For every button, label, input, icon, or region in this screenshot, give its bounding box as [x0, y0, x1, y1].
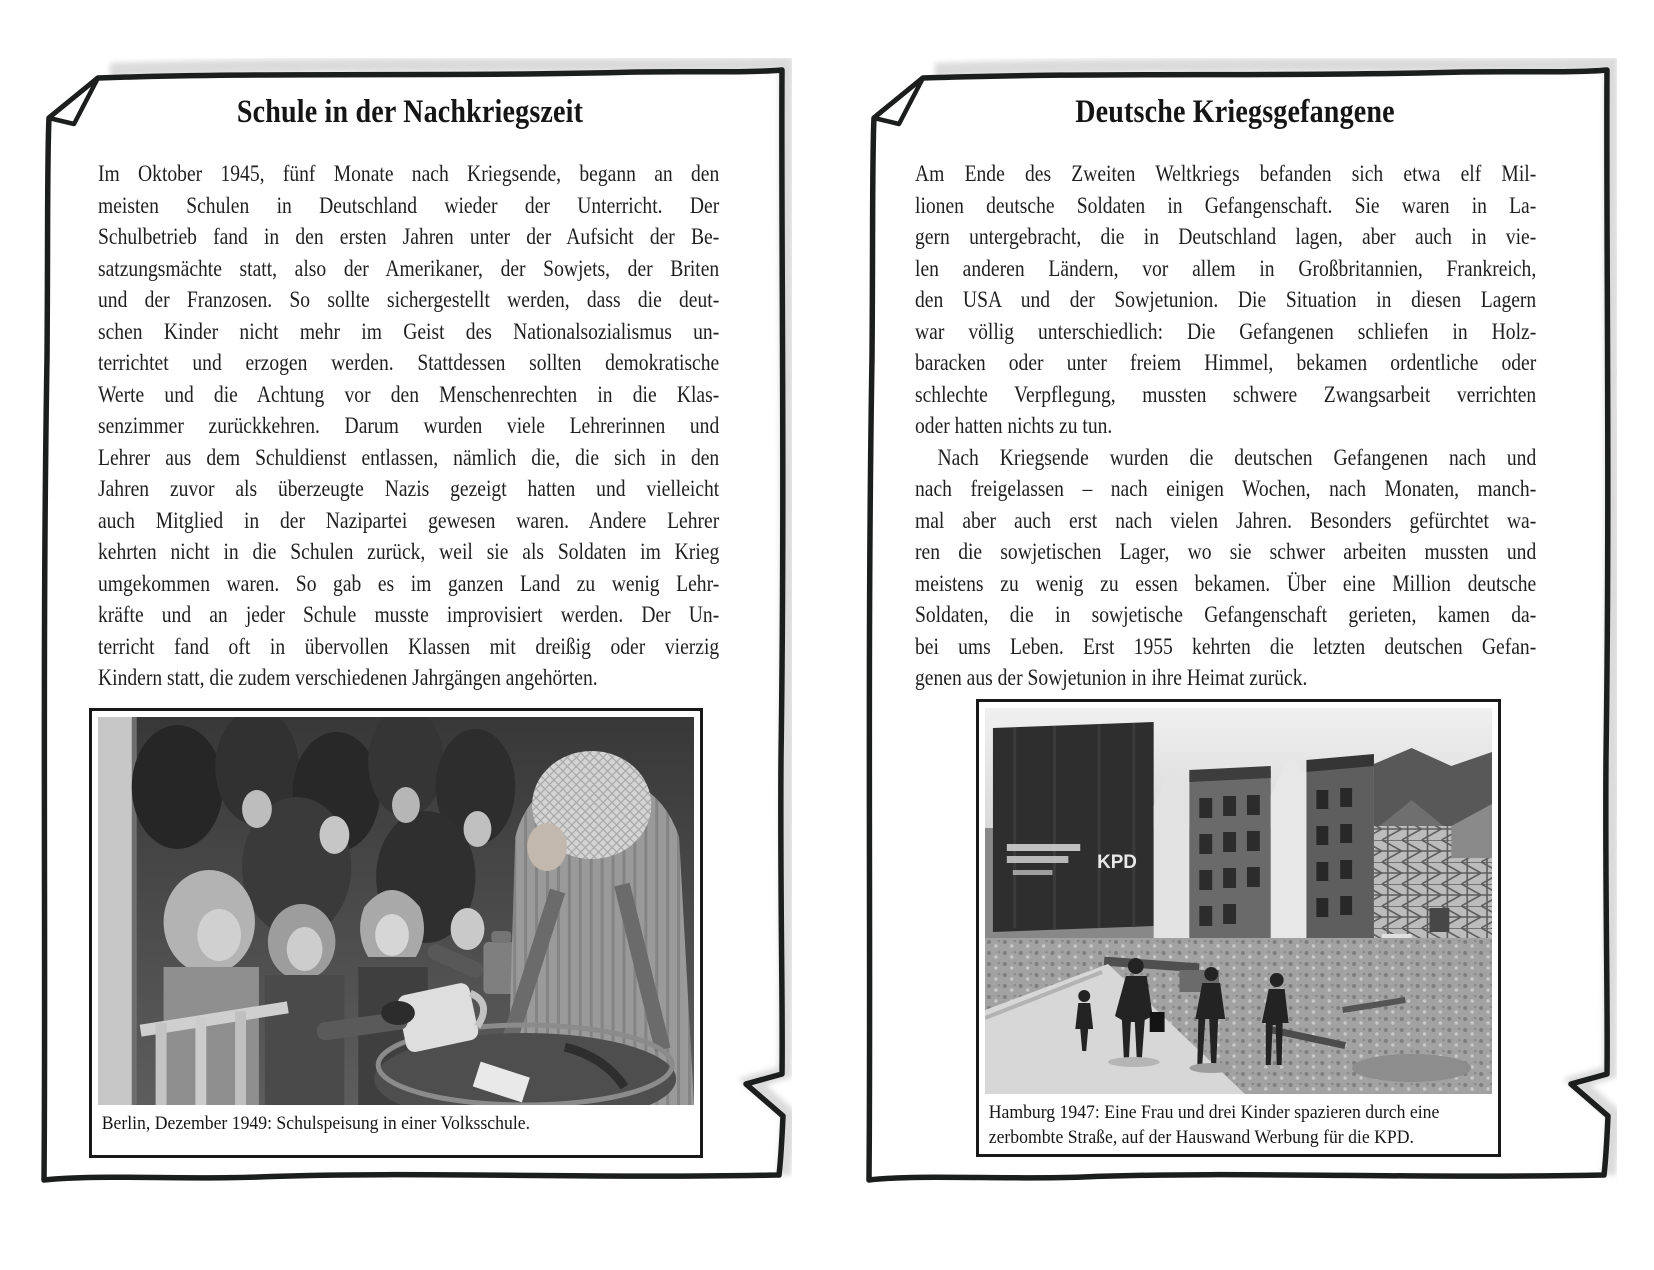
- text-line: gern untergebracht, die in Deutschland lagen, aber auch in vie-: [915, 224, 1537, 249]
- text-line: Schulbetrieb fand in den ersten Jahren unter der Aufsicht der Be-: [98, 224, 720, 249]
- text-line: umgekommen waren. So gab es im ganzen Land zu wenig Lehr-: [98, 570, 720, 596]
- text-line: meisten Schulen in Deutschland wieder der Unterricht. Der: [98, 192, 720, 218]
- text-line: Jahren zuvor als überzeugte Nazis gezeigt hatten und vielleicht: [98, 476, 720, 501]
- text-line: und der Franzosen. So sollte sichergestellt werden, dass die deut-: [98, 287, 720, 312]
- school-meal-photo: [98, 717, 694, 1105]
- text-line: meistens zu wenig zu essen bekamen. Über eine Million deutsche: [915, 570, 1537, 596]
- text-line: Werte und die Achtung vor den Menschenrechten in die Klas-: [98, 381, 720, 407]
- photo-caption: Hamburg 1947: Eine Frau und drei Kinder spazieren durch eine zerbombte Straße, auf der Hauswand Werbung für die KPD.: [988, 1102, 1440, 1148]
- text-line: auch Mitglied in der Nazipartei gewesen waren. Andere Lehrer: [98, 507, 720, 533]
- text-line: Lehrer aus dem Schuldienst entlassen, nämlich die, die sich in den: [98, 444, 720, 470]
- text-line: schen Kinder nicht mehr im Geist des Nationalsozialismus un-: [98, 318, 720, 344]
- text-line: baracken oder unter freiem Himmel, bekamen ordentliche oder: [915, 350, 1537, 375]
- body-text: [915, 158, 1536, 694]
- text-line: schlechte Verpflegung, mussten schwere Zwangsarbeit verrichten: [915, 381, 1537, 407]
- page-title: Schule in der Nachkriegszeit: [236, 94, 584, 130]
- text-line: genen aus der Sowjetunion in ihre Heimat zurück.: [915, 665, 1308, 690]
- kpd-sign-text: KPD: [1097, 851, 1137, 874]
- photo-caption: Berlin, Dezember 1949: Schulspeisung in einer Volksschule.: [101, 1113, 530, 1134]
- text-line: kräfte und an jeder Schule musste improvisiert werden. Der Un-: [98, 602, 720, 627]
- text-line: den USA und der Sowjetunion. Die Situation in diesen Lagern: [915, 287, 1537, 312]
- text-line: senzimmer zurückkehren. Darum wurden viele Lehrerinnen und: [98, 413, 720, 438]
- text-line: mal aber auch erst nach vielen Jahren. Besonders gefürchtet wa-: [915, 507, 1537, 533]
- text-line: Am Ende des Zweiten Weltkriegs befanden sich etwa elf Mil-: [915, 161, 1537, 186]
- text-line: Im Oktober 1945, fünf Monate nach Kriegsende, begann an den: [98, 161, 720, 186]
- text-line: ren die sowjetischen Lager, wo sie schwer arbeiten mussten und: [915, 539, 1537, 564]
- text-line: Soldaten, die in sowjetische Gefangenschaft gerieten, kamen da-: [915, 602, 1537, 627]
- text-line: len anderen Ländern, vor allem in Großbritannien, Frankreich,: [915, 255, 1537, 281]
- text-line: kehrten nicht in die Schulen zurück, weil sie als Soldaten im Krieg: [98, 539, 720, 564]
- text-line: lionen deutsche Soldaten in Gefangenschaft. Sie waren in La-: [915, 192, 1537, 218]
- right-page: [853, 58, 1617, 1186]
- photo-figure: [89, 708, 703, 1158]
- photo-figure: [976, 699, 1501, 1157]
- body-text: [98, 158, 719, 694]
- left-page: [28, 58, 792, 1186]
- text-line: terricht fand oft in übervollen Klassen mit dreißig oder vierzig: [98, 633, 720, 659]
- text-line: nach freigelassen – nach einigen Wochen, nach Monaten, manch-: [915, 476, 1537, 501]
- text-line: oder hatten nichts zu tun.: [915, 413, 1113, 438]
- ruined-street-photo: [985, 708, 1492, 1094]
- text-line: Nach Kriegsende wurden die deutschen Gefangenen nach und: [937, 444, 1537, 470]
- page-title: Deutsche Kriegsgefangene: [1075, 94, 1395, 130]
- text-line: terrichtet und erzogen werden. Stattdessen sollten demokratische: [98, 350, 720, 375]
- text-line: Kindern statt, die zudem verschiedenen Jahrgängen angehörten.: [98, 665, 598, 690]
- text-line: war völlig unterschiedlich: Die Gefangenen schliefen in Holz-: [915, 318, 1537, 344]
- text-line: satzungsmächte statt, also der Amerikaner, der Sowjets, der Briten: [98, 255, 720, 281]
- text-line: bei ums Leben. Erst 1955 kehrten die letzten deutschen Gefan-: [915, 633, 1537, 659]
